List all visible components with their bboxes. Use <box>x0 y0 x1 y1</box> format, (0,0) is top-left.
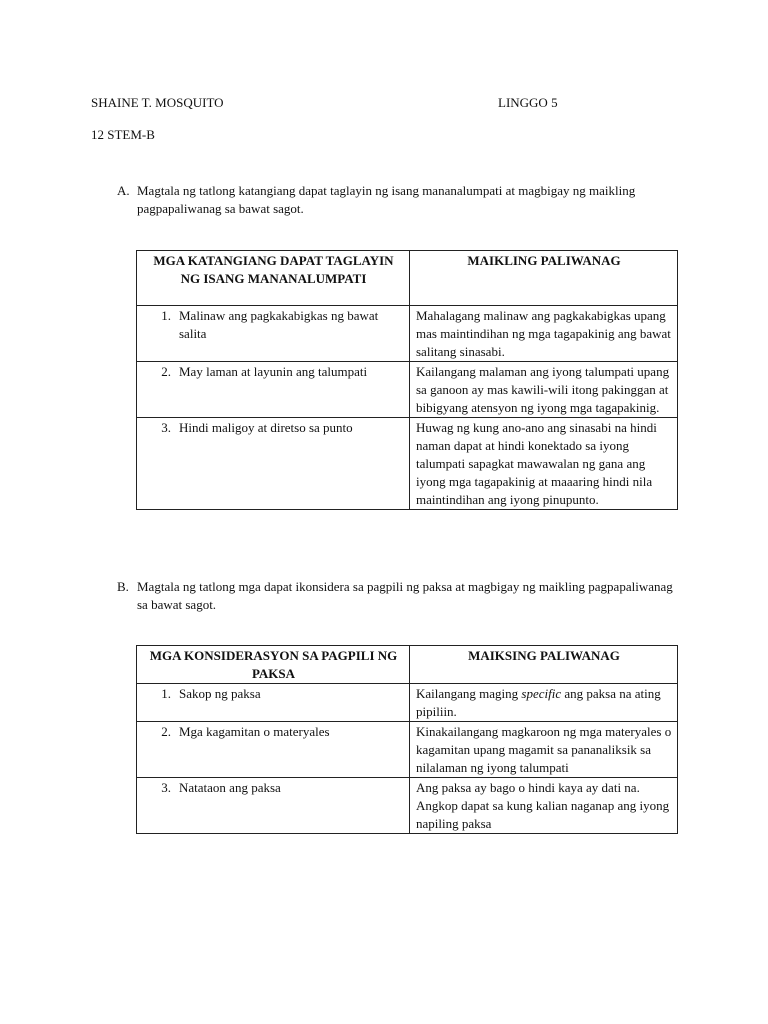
table-cell-item <box>137 722 410 778</box>
row-item: Hindi maligoy at diretso sa punto <box>179 420 353 435</box>
table-cell-explanation: Mahalagang malinaw ang pagkakabigkas upang mas maintindihan ng mga tagapakinig ang bawat salitang sinasabi. <box>410 306 678 362</box>
row-number: 3. <box>161 420 171 435</box>
question-a <box>117 182 677 218</box>
question-b <box>117 578 677 614</box>
question-a-letter: A. <box>117 183 130 198</box>
table-row <box>137 778 678 834</box>
table-a-col1-header: MGA KATANGIANG DAPAT TAGLAYIN NG ISANG MANANALUMPATI <box>137 251 410 306</box>
row-number: 1. <box>161 686 171 701</box>
student-name: SHAINE T. MOSQUITO <box>91 95 224 110</box>
table-cell-item <box>137 778 410 834</box>
table-b-header-row <box>137 646 678 684</box>
row-number: 2. <box>161 364 171 379</box>
question-b-letter: B. <box>117 579 129 594</box>
row-item: Sakop ng paksa <box>179 686 261 701</box>
table-row <box>137 362 678 418</box>
table-row <box>137 418 678 510</box>
table-cell-explanation <box>410 684 678 722</box>
table-a-col2-header: MAIKLING PALIWANAG <box>410 251 678 306</box>
table-cell-explanation: Huwag ng kung ano-ano ang sinasabi na hindi naman dapat at hindi konektado sa iyong talumpati sapagkat mawawalan ng gana ang iyong mga tagapakinig at maaaring hindi nila maintindihan ang iyong pinupunto. <box>410 418 678 510</box>
row-number: 2. <box>161 724 171 739</box>
section-label: 12 STEM-B <box>91 127 155 142</box>
question-a-instruction: Magtala ng tatlong katangiang dapat taglayin ng isang mananalumpati at magbigay ng maikling pagpapaliwanag sa bawat sagot. <box>137 183 636 216</box>
table-a <box>136 250 678 510</box>
table-a-header-row <box>137 251 678 306</box>
row-item: Mga kagamitan o materyales <box>179 724 330 739</box>
table-cell-item <box>137 306 410 362</box>
table-row <box>137 684 678 722</box>
table-cell-explanation: Ang paksa ay bago o hindi kaya ay dati na. Angkop dapat sa kung kalian naganap ang iyong napiling paksa <box>410 778 678 834</box>
row-number: 3. <box>161 780 171 795</box>
week-label: LINGGO 5 <box>498 95 558 110</box>
table-b <box>136 645 678 834</box>
question-b-instruction: Magtala ng tatlong mga dapat ikonsidera sa pagpili ng paksa at magbigay ng maikling pagpapaliwanag sa bawat sagot. <box>137 579 673 612</box>
row-item: Natataon ang paksa <box>179 780 281 795</box>
table-cell-item <box>137 418 410 510</box>
table-row <box>137 306 678 362</box>
explanation-emphasis: specific <box>521 686 562 701</box>
table-b-col2-header: MAIKSING PALIWANAG <box>410 646 678 684</box>
table-cell-explanation: Kinakailangang magkaroon ng mga materyales o kagamitan upang magamit sa pananaliksik sa nilalaman ng iyong talumpati <box>410 722 678 778</box>
explanation-text: ang paksa na ating pipiliin. <box>416 686 661 719</box>
table-row <box>137 722 678 778</box>
explanation-text: Kailangang maging <box>416 686 522 701</box>
table-cell-explanation: Kailangang malaman ang iyong talumpati upang sa ganoon ay mas kawili-wili itong pakinggan at bibigyang atensyon ng iyong mga tagapakinig. <box>410 362 678 418</box>
table-cell-item <box>137 362 410 418</box>
row-item: May laman at layunin ang talumpati <box>179 364 368 379</box>
table-b-col1-header: MGA KONSIDERASYON SA PAGPILI NG PAKSA <box>137 646 410 684</box>
table-cell-item <box>137 684 410 722</box>
row-number: 1. <box>161 308 171 323</box>
row-item: Malinaw ang pagkakabigkas ng bawat salita <box>179 308 379 341</box>
